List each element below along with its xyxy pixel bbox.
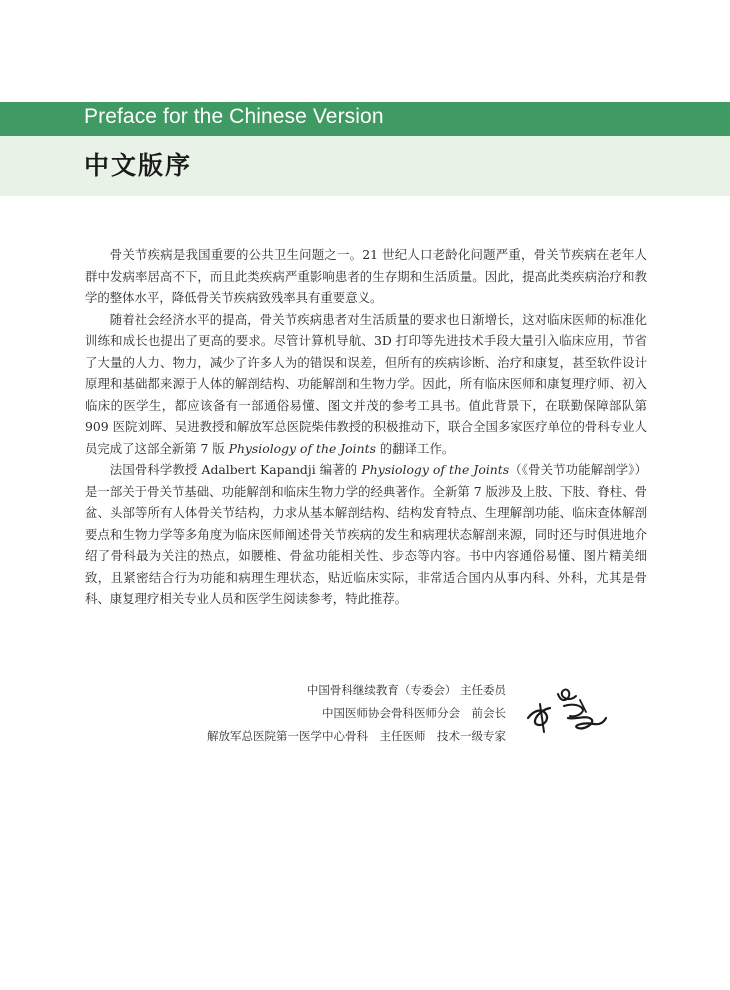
- paragraph-2-text-b: 的翻译工作。: [375, 440, 455, 456]
- paragraph-2-text-a: 随着社会经济水平的提高，骨关节疾病患者对生活质量的要求也日渐增长，这对临床医师的标准化训练和成长也提出了更高的要求。尽管计算机导航、3D 打印等先进技术手段大量引入临床应用，节省了大量的人力、物力，减少了许多人为的错误和误差，但所有的疾病诊断、治疗和康复，甚至软件设计原理和基础都来源于人体的解剖结构、功能解剖和生物力学。因此，所有临床医师和康复理疗师、初入临床的医学生，都应该备有一部通俗易懂、图文并茂的参考工具书。值此背景下，在联勤保障部队第 909 医院刘晖、吴进教授和解放军总医院柴伟教授的积极推动下，联合全国多家医疗单位的骨科专业人员完成了这部全新第 7 版: [85, 311, 647, 456]
- paragraph-1: 骨关节疾病是我国重要的公共卫生问题之一。21 世纪人口老龄化问题严重，骨关节疾病在老年人群中发病率居高不下，而且此类疾病严重影响患者的生存期和生活质量。因此，提高此类疾病治疗和教学的整体水平，降低骨关节疾病致残率具有重要意义。: [85, 247, 647, 305]
- signature-line-3: 解放军总医院第一医学中心骨科 主任医师 技术一级专家: [207, 729, 506, 743]
- paragraph-3-text-a: 法国骨科学教授 Adalbert Kapandji 编著的: [109, 462, 362, 477]
- header-bar: [0, 102, 730, 136]
- paragraph-2-book-title: Physiology of the Joints: [228, 440, 376, 456]
- signature-line-1: 中国骨科继续教育（专委会） 主任委员: [306, 683, 506, 697]
- paragraph-3-book-title: Physiology of the Joints: [361, 462, 510, 477]
- preface-body: [85, 244, 647, 610]
- signature-block: [207, 679, 506, 748]
- chinese-title-bar: [0, 136, 730, 196]
- chinese-title: 中文版序: [84, 151, 193, 180]
- signature-line-2: 中国医师协会骨科医师分会 前会长: [322, 706, 506, 720]
- handwritten-signature: [520, 680, 610, 740]
- english-title: Preface for the Chinese Version: [84, 105, 384, 128]
- paragraph-2: [85, 309, 647, 460]
- paragraph-3: [85, 459, 647, 610]
- paragraph-3-text-b: （《骨关节功能解剖学》）是一部关于骨关节基础、功能解剖和临床生物力学的经典著作。全新第 7 版涉及上肢、下肢、脊柱、骨盆、头部等所有人体骨关节结构，力求从基本解剖结构、结构发育特点、生理解剖功能、临床查体解剖要点和生物力学等多角度为临床医师阐述骨关节疾病的发生和病理状态解剖来源，同时还与时俱进地介绍了骨科最为关注的热点，如腰椎、骨盆功能相关性、步态等内容。书中内容通俗易懂、图片精美细致，且紧密结合行为功能和病理生理状态，贴近临床实际，非常适合国内从事内科、外科，尤其是骨科、康复理疗相关专业人员和医学生阅读参考，特此推荐。: [85, 462, 647, 606]
